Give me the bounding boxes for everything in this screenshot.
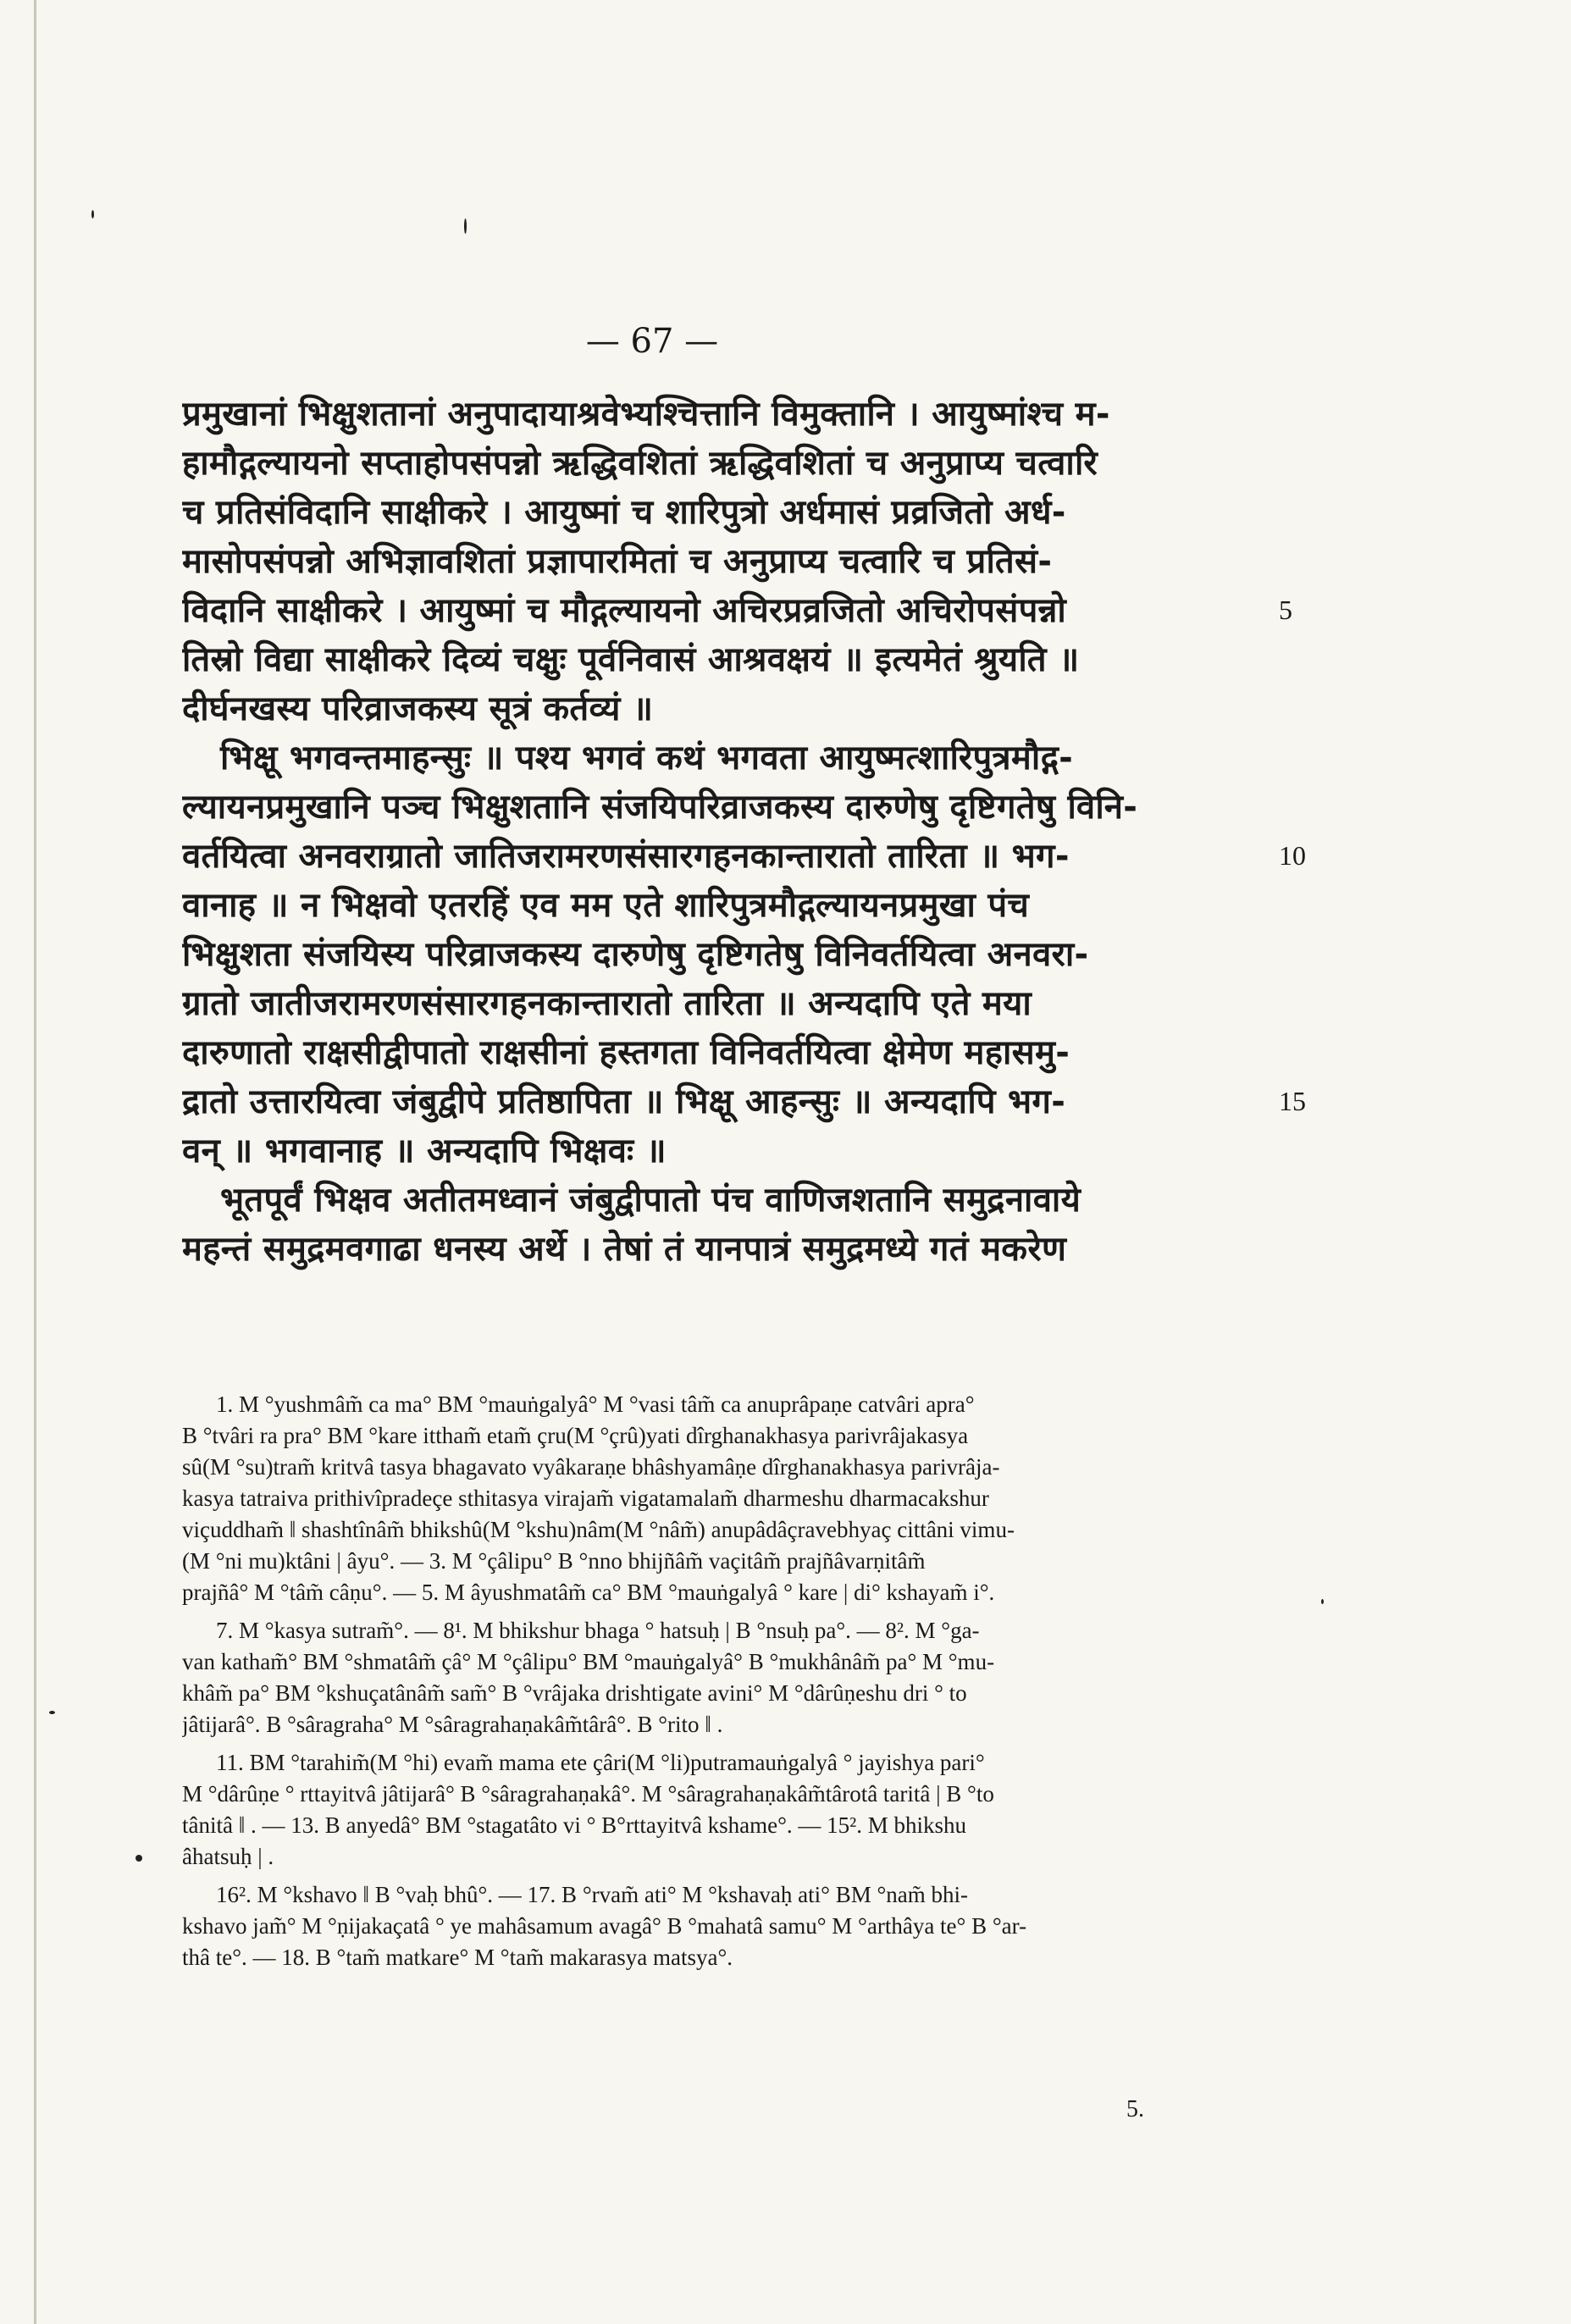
footnote-line: viçuddham̃ ‖ shashtînâm̃ bhikshû(M °kshu)nâm(M °nâm̃) anupâdâçravebhyaç cittâni vimu- [182,1517,1015,1542]
footnote-line: tânitâ ‖ . — 13. B anyedâ° BM °stagatâto vi ° B°rttayitvâ kshame°. — 15². M bhikshu [182,1812,967,1838]
paper-speck [1321,1599,1324,1604]
signature-number: 5. [1126,2096,1144,2122]
footnote-line: 7. M °kasya sutram̃°. — 8¹. M bhikshur bhaga ° hatsuḥ | B °nsuḥ pa°. — 8². M °ga- [216,1618,980,1643]
footnote-line: M °dârûṇe ° rttayitvâ jâtijarâ° B °sâragrahaṇakâ°. M °sâragrahaṇakâm̃târotâ taritâ | B °to [182,1781,994,1807]
text-line: हामौद्गल्यायनो सप्ताहोपसंपन्नो ऋद्धिवशितां ऋद्धिवशितां च अनुप्राप्य चत्वारि [182,444,1098,483]
sanskrit-text-block [182,390,1275,1274]
text-line: भिक्षू भगवन्तमाहन्सुः ॥ पश्य भगवं कथं भगवता आयुष्मत्शारिपुत्रमौद्ग- [220,739,1074,777]
footnote-line: kasya tatraiva prithivîpradeçe sthitasya virajam̃ vigatamalam̃ dharmeshu dharmacakshur [182,1486,989,1511]
footnote-line: 1. M °yushmâm̃ ca ma° BM °mauṅgalyâ° M °vasi tâm̃ ca anuprâpaṇe catvâri apra° [216,1392,975,1417]
footnotes-block [182,1389,1275,1973]
footnote-line: thâ te°. — 18. B °tam̃ matkare° M °tam̃ makarasya matsya°. [182,1945,733,1970]
footnote-line: van katham̃° BM °shmatâm̃ çâ° M °çâlipu° BM °mauṅgalyâ° B °mukhânâm̃ pa° M °mu- [182,1649,995,1674]
page-number: — 67 — [585,322,719,361]
text-line: विदानि साक्षीकरे । आयुष्मां च मौद्गल्यायनो अचिरप्रव्रजितो अचिरोपसंपन्नो [182,591,1067,630]
footnote-line: sû(M °su)tram̃ kritvâ tasya bhagavato vyâkaraṇe bhâshyamâṇe dîrghanakhasya parivrâja- [182,1454,1000,1480]
footnote-line: kshavo jam̃° M °ṇijakaçatâ ° ye mahâsamum avagâ° B °mahatâ samu° M °arthâya te° B °ar- [182,1913,1027,1939]
line-number: 15 [1279,1086,1306,1116]
text-line: ल्यायनप्रमुखानि पञ्च भिक्षुशतानि संजयिपरिव्राजकस्य दारुणेषु दृष्टिगतेषु विनि- [182,788,1138,827]
footnote-line: (M °ni mu)ktâni | âyu°. — 3. M °çâlipu° B °nno bhijñâm̃ vaçitâm̃ prajñâvarṇitâm̃ [182,1548,926,1574]
text-line: वर्तयित्वा अनवराग्रातो जातिजरामरणसंसारगहनकान्तारातो तारिता ॥ भग- [182,837,1070,876]
text-line: द्रातो उत्तारयित्वा जंबुद्वीपे प्रतिष्ठापिता ॥ भिक्षू आहन्सुः ॥ अन्यदापि भग- [182,1082,1066,1121]
text-line: वानाह ॥ न भिक्षवो एतरहिं एव मम एते शारिपुत्रमौद्गल्यायनप्रमुखा पंच [182,886,1030,925]
text-line: तिस्रो विद्या साक्षीकरे दिव्यं चक्षुः पूर्वनिवासं आश्रवक्षयं ॥ इत्यमेतं श्रुयति ॥ [182,640,1080,679]
line-number: 10 [1279,840,1306,871]
paper-speck [136,1855,142,1862]
footnote-line: jâtijarâ°. B °sâragraha° M °sâragrahaṇakâm̃târâ°. B °rito ‖ . [182,1712,723,1737]
footnote-line: 16². M °kshavo ‖ B °vaḥ bhû°. — 17. B °rvam̃ ati° M °kshavaḥ ati° BM °nam̃ bhi- [216,1882,968,1907]
paper-speck [49,1711,55,1714]
text-line: भूतपूर्वं भिक्षव अतीतमध्वानं जंबुद्वीपातो पंच वाणिजशतानि समुद्रनावाये [220,1181,1081,1220]
footnote-line: 11. BM °tarahim̃(M °hi) evam̃ mama ete çâri(M °li)putramauṅgalyâ ° jayishya pari° [216,1750,985,1775]
paper-speck [91,210,94,219]
text-line: च प्रतिसंविदानि साक्षीकरे । आयुष्मां च शारिपुत्रो अर्धमासं प्रव्रजितो अर्ध- [182,493,1066,532]
paper-speck [464,219,467,234]
text-line: मासोपसंपन्नो अभिज्ञावशितां प्रज्ञापारमितां च अनुप्राप्य चत्वारि च प्रतिसं- [182,542,1053,581]
footnote-line: khâm̃ pa° BM °kshuçatânâm̃ sam̃° B °vrâjaka drishtigate avini° M °dârûṇeshu dri ° to [182,1680,967,1706]
text-line: भिक्षुशता संजयिस्य परिव्राजकस्य दारुणेषु दृष्टिगतेषु विनिवर्तयित्वा अनवरा- [182,935,1089,974]
line-number: 5 [1279,595,1292,625]
text-line: वन् ॥ भगवानाह ॥ अन्यदापि भिक्षवः ॥ [182,1132,667,1170]
footnote-line: prajñâ° M °tâm̃ câṇu°. — 5. M âyushmatâm̃ ca° BM °mauṅgalyâ ° kare | di° kshayam̃ i°. [182,1580,995,1605]
footnote-line: B °tvâri ra pra° BM °kare ittham̃ etam̃ çru(M °çrû)yati dîrghanakhasya parivrâjakasya [182,1423,969,1448]
text-line: महन्तं समुद्रमवगाढा धनस्य अर्थे । तेषां तं यानपात्रं समुद्रमध्ये गतं मकरेण [182,1230,1067,1269]
text-line: ग्रातो जातीजरामरणसंसारगहनकान्तारातो तारिता ॥ अन्यदापि एते मया [182,984,1032,1023]
text-line: प्रमुखानां भिक्षुशतानां अनुपादायाश्रवेभ्यश्चित्तानि विमुक्तानि । आयुष्मांश्च म- [182,395,1110,434]
text-line: दारुणातो राक्षसीद्वीपातो राक्षसीनां हस्तगता विनिवर्तयित्वा क्षेमेण महासमु- [182,1033,1070,1072]
footnote-line: âhatsuḥ | . [182,1844,274,1869]
text-line: दीर्घनखस्य परिव्राजकस्य सूत्रं कर्तव्यं ॥ [182,689,654,728]
